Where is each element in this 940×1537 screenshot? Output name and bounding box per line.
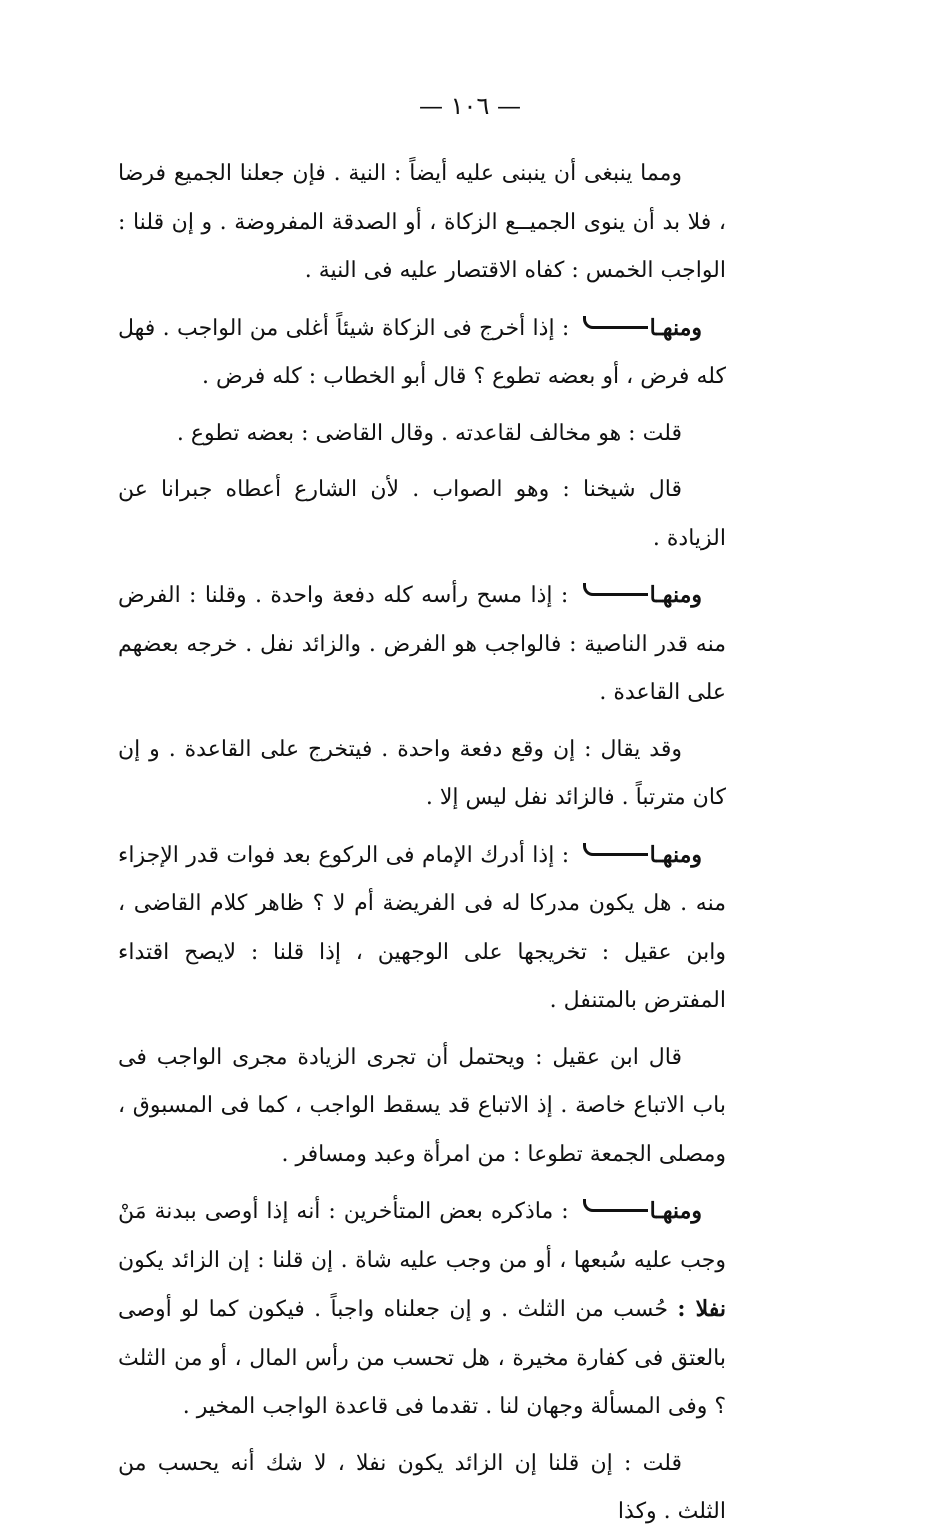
paragraph-text: قال ابن عقيل : ويحتمل أن تجرى الزيادة مجرى الواجب فى باب الاتباع خاصة . إذ الاتباع قد يسقط الواجب ، كما فى المسبوق ، ومصلى الجمعة تطوعا : من امرأة وعبد ومسافر . <box>118 1044 726 1167</box>
paragraph-text: : إذا أدرك الإمام فى الركوع بعد فوات قدر الإجزاء منه . هل يكون مدركا له فى الفريضة أم لا ؟ ظاهر كلام القاضى ، وابن عقيل : تخريجها على الوجهين ، إذا قلنا : لايصح اقتداء المفترض بالمتنفل . <box>118 842 726 1013</box>
paragraph-text: قلت : هو مخالف لقاعدته . وقال القاضى : بعضه تطوع . <box>176 420 682 446</box>
paragraph-7 <box>118 831 726 1026</box>
lead-word: ومنهـا <box>649 314 702 341</box>
bold-phrase: نفلا : <box>677 1296 726 1322</box>
paragraph-text: وقد يقال : إن وقع دفعة واحدة . فيتخرج على القاعدة . و إن كان مترتباً . فالزائد نفل ليس إلا . <box>118 736 726 810</box>
paragraph-4 <box>118 466 726 563</box>
paragraph-6 <box>118 726 726 823</box>
paragraph-5 <box>118 571 726 718</box>
paragraph-3 <box>118 410 726 459</box>
paragraph-2 <box>118 304 726 402</box>
paragraph-10 <box>118 1440 726 1537</box>
paragraph-text: : إذا مسح رأسه كله دفعة واحدة . وقلنا : الفرض منه قدر الناصية : فالواجب هو الفرض . والزائد نفل . خرجه بعضهم على القاعدة . <box>118 583 726 705</box>
swash-decoration <box>583 316 648 329</box>
paragraph-8 <box>118 1034 726 1180</box>
paragraph-text: قال شيخنا : وهو الصواب . لأن الشارع أعطاه جبرانا عن الزيادة . <box>118 477 726 551</box>
paragraph-9 <box>118 1187 726 1432</box>
paragraph-text: ومما ينبغى أن ينبنى عليه أيضاً : النية . فإن جعلنا الجميع فرضا ، فلا بد أن ينوى الجميــع الزكاة ، أو الصدقة المفروضة . و إن قلنا : الواجب الخمس : كفاه الاقتصار عليه فى النية . <box>118 161 726 283</box>
lead-word: ومنهـا <box>649 841 702 868</box>
swash-decoration <box>583 583 648 596</box>
lead-word: ومنهـا <box>649 582 702 608</box>
paragraph-1 <box>118 150 726 296</box>
body-text <box>118 150 726 1537</box>
paragraph-text: : ماذكره بعض المتأخرين : أنه إذا أوصى ببدنة مَنْ وجب عليه سُبعها ، أو من وجب عليه شاة . إن قلنا : إن الزائد يكون <box>118 1199 726 1273</box>
paragraph-text: حُسب من الثلث . و إن جعلناه واجباً . فيكون كما لو أوصى بالعتق فى كفارة مخيرة ، هل تحسب من رأس المال ، أو من الثلث ؟ وفى المسألة وجهان لنا . تقدما فى قاعدة الواجب المخير . <box>118 1297 726 1419</box>
lead-word: ومنهـا <box>649 1198 702 1224</box>
swash-decoration <box>583 843 648 856</box>
page-number: — ١٠٦ — <box>419 92 521 120</box>
swash-decoration <box>583 1199 648 1212</box>
paragraph-text: : إذا أخرج فى الزكاة شيئاً أغلى من الواجب . فهل كله فرض ، أو بعضه تطوع ؟ قال أبو الخطاب : كله فرض . <box>118 315 726 389</box>
paragraph-text: قلت : إن قلنا إن الزائد يكون نفلا ، لا شك أنه يحسب من الثلث . وكذا <box>118 1450 726 1524</box>
